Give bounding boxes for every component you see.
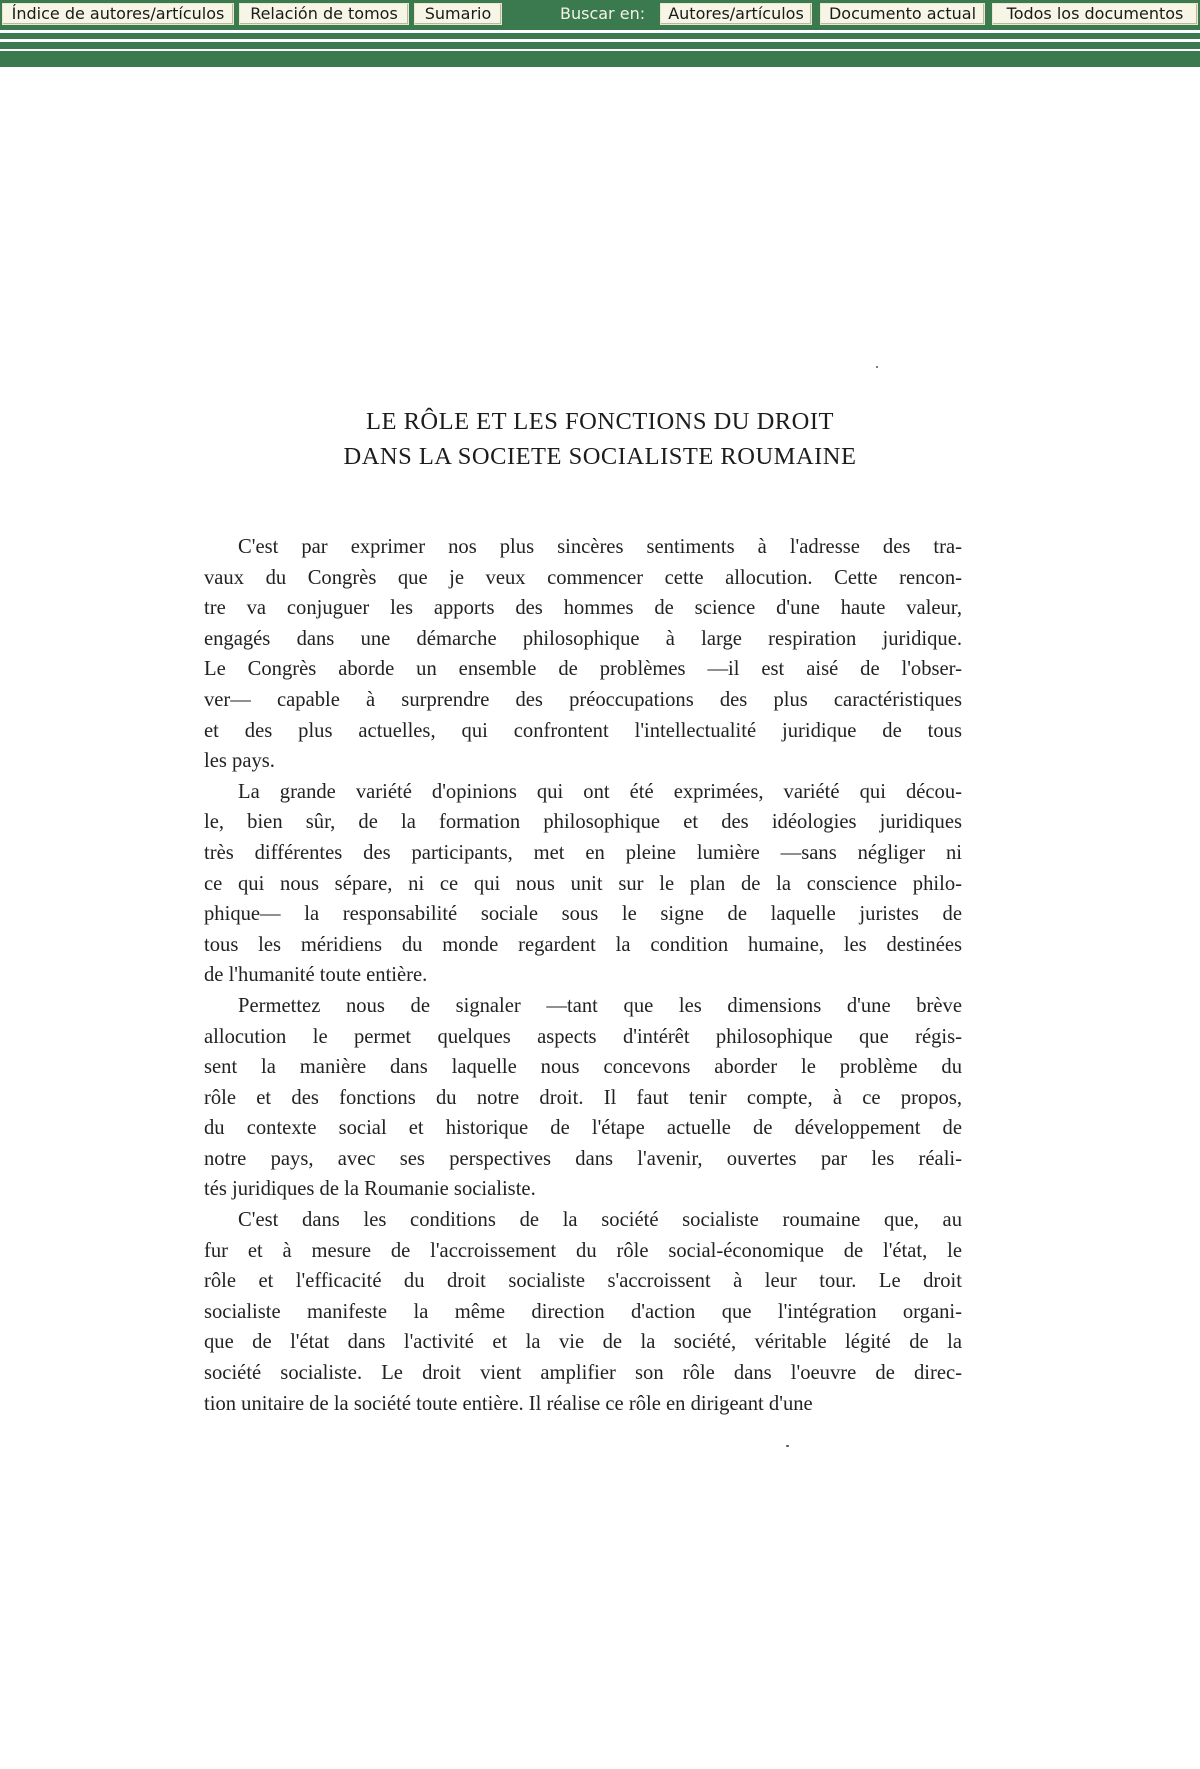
text-line: C'est par exprimer nos plus sincères sentiments à l'adresse des tra- bbox=[238, 536, 962, 558]
text-line: ce qui nous sépare, ni ce qui nous unit sur le plan de la conscience philo- bbox=[204, 872, 962, 895]
volumes-list-button[interactable]: Relación de tomos bbox=[239, 3, 409, 25]
text-line: société socialiste. Le droit vient amplifier son rôle dans l'oeuvre de direc- bbox=[204, 1362, 962, 1385]
text-line: socialiste manifeste la même direction d'action que l'intégration organi- bbox=[204, 1300, 962, 1323]
text-line: engagés dans une démarche philosophique à large respiration juridique. bbox=[204, 627, 962, 650]
search-all-documents-button[interactable]: Todos los documentos bbox=[992, 3, 1198, 25]
body-paragraph bbox=[204, 777, 962, 991]
search-current-document-button[interactable]: Documento actual bbox=[820, 3, 985, 25]
text-line: tés juridiques de la Roumanie socialiste. bbox=[204, 1178, 536, 1201]
index-authors-articles-button[interactable]: Índice de autores/artículos bbox=[2, 3, 234, 25]
text-line: rôle et des fonctions du notre droit. Il faut tenir compte, à ce propos, bbox=[204, 1086, 962, 1109]
scan-speck bbox=[786, 1445, 789, 1447]
article-title-line-2: DANS LA SOCIETE SOCIALISTE ROUMAINE bbox=[343, 443, 857, 470]
scan-speck bbox=[876, 366, 878, 368]
text-line: tous les méridiens du monde regardent la condition humaine, les destinées bbox=[204, 933, 962, 956]
text-line: de l'humanité toute entière. bbox=[204, 964, 428, 987]
text-line: Le Congrès aborde un ensemble de problèmes —il est aisé de l'obser- bbox=[204, 658, 962, 681]
navigation-toolbar bbox=[0, 0, 1200, 30]
article-title-line-1: LE RÔLE ET LES FONCTIONS DU DROIT bbox=[366, 408, 834, 435]
search-authors-articles-button[interactable]: Autores/artículos bbox=[660, 3, 812, 25]
summary-button[interactable]: Sumario bbox=[414, 3, 502, 25]
text-line: C'est dans les conditions de la société socialiste roumaine que, au bbox=[238, 1209, 962, 1232]
text-line: ver— capable à surprendre des préoccupations des plus caractéristiques bbox=[204, 688, 962, 711]
text-line: fur et à mesure de l'accroissement du rôle social-économique de l'état, le bbox=[204, 1239, 962, 1262]
article-body bbox=[204, 532, 962, 1419]
text-line: tion unitaire de la société toute entière. Il réalise ce rôle en dirigeant d'une bbox=[204, 1392, 813, 1415]
text-line: phique— la responsabilité sociale sous le signe de laquelle juristes de bbox=[204, 903, 962, 926]
text-line: les pays. bbox=[204, 750, 275, 773]
body-paragraph bbox=[204, 991, 962, 1205]
text-line: allocution le permet quelques aspects d'intérêt philosophique que régis- bbox=[204, 1025, 962, 1048]
body-paragraph bbox=[204, 532, 962, 777]
toolbar-stripe bbox=[0, 42, 1200, 49]
text-line: du contexte social et historique de l'étape actuelle de développement de bbox=[204, 1117, 962, 1140]
text-line: très différentes des participants, met en pleine lumière —sans négliger ni bbox=[204, 841, 962, 864]
text-line: sent la manière dans laquelle nous concevons aborder le problème du bbox=[204, 1056, 962, 1079]
body-paragraph bbox=[204, 1205, 962, 1419]
text-line: Permettez nous de signaler —tant que les dimensions d'une brève bbox=[238, 994, 962, 1017]
text-line: et des plus actuelles, qui confrontent l'intellectualité juridique de tous bbox=[204, 719, 962, 742]
text-line: notre pays, avec ses perspectives dans l'avenir, ouvertes par les réali- bbox=[204, 1147, 962, 1170]
text-line: rôle et l'efficacité du droit socialiste s'accroissent à leur tour. Le droit bbox=[204, 1270, 962, 1293]
toolbar-stripe bbox=[0, 51, 1200, 67]
text-line: que de l'état dans l'activité et la vie de la société, véritable légité de la bbox=[204, 1331, 962, 1354]
search-in-label: Buscar en: bbox=[560, 4, 646, 23]
text-line: le, bien sûr, de la formation philosophique et des idéologies juridiques bbox=[204, 811, 962, 834]
text-line: tre va conjuguer les apports des hommes de science d'une haute valeur, bbox=[204, 597, 962, 620]
text-line: La grande variété d'opinions qui ont été exprimées, variété qui décou- bbox=[238, 780, 962, 803]
text-line: vaux du Congrès que je veux commencer cette allocution. Cette rencon- bbox=[204, 566, 962, 589]
